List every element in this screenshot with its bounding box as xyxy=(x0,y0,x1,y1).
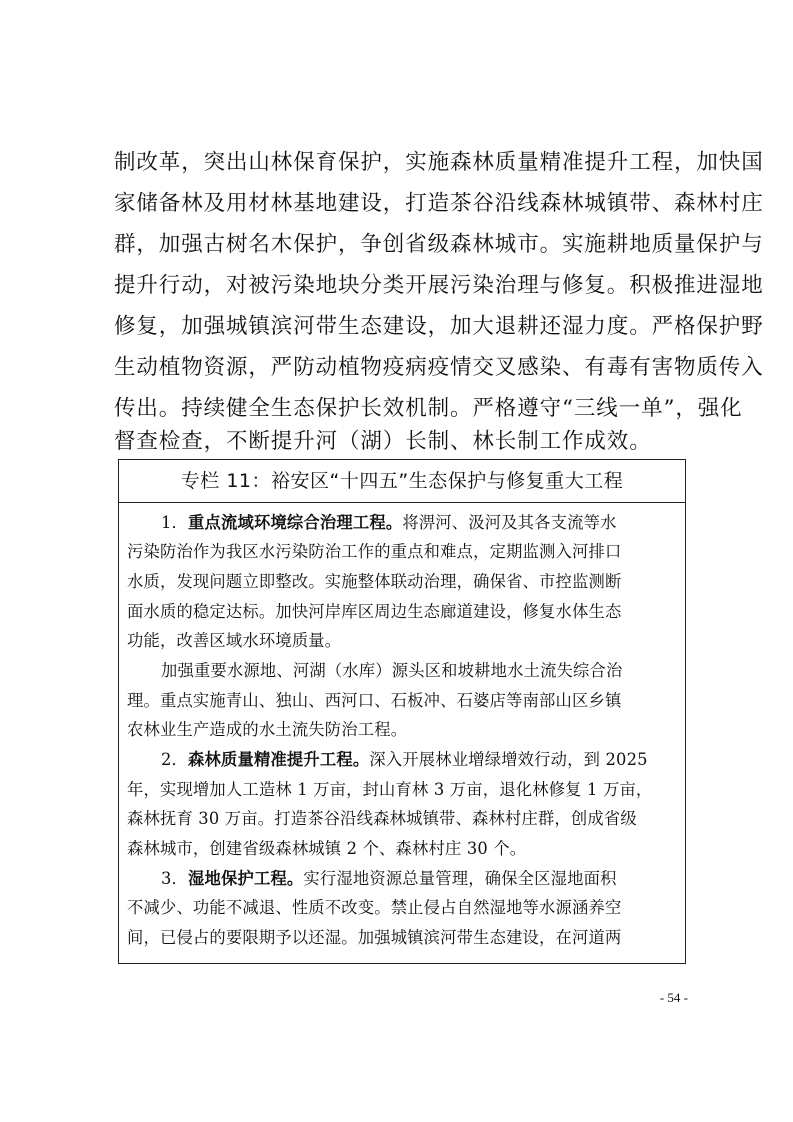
box-text-line: 理。重点实施青山、独山、西河口、石板冲、石婆店等南部山区乡镇 xyxy=(127,691,622,710)
body-line: 群，加强古树名木保护，争创省级森林城市。实施耕地质量保护与 xyxy=(114,232,764,257)
body-line: 传出。持续健全生态保护长效机制。严格遵守“三线一单”，强化 xyxy=(114,396,743,421)
item-number: 3． xyxy=(161,869,189,888)
box-text-line: 农林业生产造成的水土流失防治工程。 xyxy=(127,720,408,739)
body-line: 生动植物资源，严防动植物疫病疫情交叉感染、有毒有害物质传入 xyxy=(114,355,764,380)
item-heading: 重点流域环境综合治理工程。 xyxy=(188,513,403,532)
special-column-title: 专栏 11：裕安区“十四五”生态保护与修复重大工程 xyxy=(119,460,685,503)
body-line: 制改革，突出山林保育保护，实施森林质量精准提升工程，加快国 xyxy=(114,150,764,175)
box-text-line: 功能，改善区域水环境质量。 xyxy=(127,631,342,650)
body-line: 修复，加强城镇滨河带生态建设，加大退耕还湿力度。严格保护野 xyxy=(114,314,764,339)
item-heading: 森林质量精准提升工程。 xyxy=(188,750,370,769)
box-text-line: 年，实现增加人工造林 1 万亩，封山育林 3 万亩，退化林修复 1 万亩， xyxy=(127,780,653,799)
page-number: - 54 - xyxy=(659,990,688,1005)
item-text: 实行湿地资源总量管理，确保全区湿地面积 xyxy=(303,869,617,888)
item-number: 1． xyxy=(161,513,189,532)
item-2-first-line xyxy=(161,750,679,770)
box-text-line: 加强重要水源地、河湖（水库）源头区和坡耕地水土流失综合治 xyxy=(161,661,623,680)
body-line: 家储备林及用材林基地建设，打造茶谷沿线森林城镇带、森林村庄 xyxy=(114,191,764,216)
box-text-line: 污染防治作为我区水污染防治工作的重点和难点，定期监测入河排口 xyxy=(127,542,622,561)
body-line: 督查检查，不断提升河（湖）长制、林长制工作成效。 xyxy=(114,429,652,454)
box-text-line: 间，已侵占的要限期予以还湿。加强城镇滨河带生态建设，在河道两 xyxy=(127,928,622,947)
body-line: 提升行动，对被污染地块分类开展污染治理与修复。积极推进湿地 xyxy=(114,273,764,298)
box-text-line: 面水质的稳定达标。加快河岸库区周边生态廊道建设，修复水体生态 xyxy=(127,602,622,621)
item-number: 2． xyxy=(161,750,189,769)
box-text-line: 森林抚育 30 万亩。打造茶谷沿线森林城镇带、森林村庄群，创成省级 xyxy=(127,809,637,828)
box-text-line: 不减少、功能不减退、性质不改变。禁止侵占自然湿地等水源涵养空 xyxy=(127,898,622,917)
box-text-line: 森林城市，创建省级森林城镇 2 个、森林村庄 30 个。 xyxy=(127,839,527,858)
item-heading: 湿地保护工程。 xyxy=(188,869,304,888)
special-column-box xyxy=(118,459,686,964)
box-text-line: 水质，发现问题立即整改。实施整体联动治理，确保省、市控监测断 xyxy=(127,572,622,591)
item-text: 将淠河、汲河及其各支流等水 xyxy=(402,513,617,532)
item-1-first-line xyxy=(161,513,679,533)
item-text: 深入开展林业增绿增效行动，到 2025 xyxy=(369,750,648,769)
item-3-first-line xyxy=(161,869,679,889)
